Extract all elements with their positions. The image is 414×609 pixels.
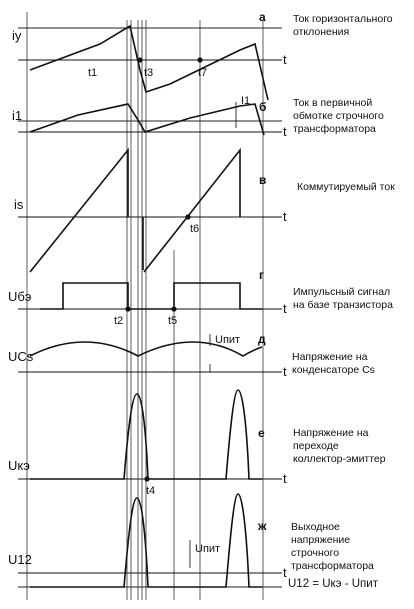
signal-label-iy: iy [12, 28, 22, 43]
t-axis-label-zh: t [283, 565, 287, 580]
panel-letter-g: г [259, 268, 264, 282]
panel-desc-zh-4: трансформатора [291, 560, 374, 572]
panel-letter-b: б [259, 100, 267, 114]
panel-d [8, 332, 375, 379]
panel-letter-zh: ж [258, 519, 267, 533]
t-axis-label-b: t [283, 124, 287, 139]
signal-label-ucs: UCs [8, 349, 34, 364]
panel-desc-e-2: переходе [293, 440, 339, 452]
panel-letter-d: д [258, 332, 266, 346]
signal-iy [30, 26, 268, 100]
panel-desc-b-1: Ток в первичной [293, 97, 373, 109]
panel-letter-v: в [259, 173, 267, 187]
panel-desc-a-2: отклонения [293, 26, 350, 38]
panel-desc-d-2: конденсаторе Cs [292, 364, 375, 376]
label-t1: t1 [88, 67, 98, 79]
panel-desc-e-1: Напряжение на [293, 427, 369, 439]
label-t6: t6 [190, 223, 200, 235]
signal-label-is: is [14, 197, 24, 212]
marker-t6 [185, 214, 190, 219]
panel-desc-d-1: Напряжение на [292, 351, 368, 363]
panel-desc-g-1: Импульсный сигнал [293, 286, 391, 298]
panel-desc-zh-1: Выходное [291, 521, 340, 533]
panel-a [12, 10, 393, 100]
marker-t4 [144, 476, 149, 481]
panel-desc-e-3: коллектор-эмиттер [293, 453, 386, 465]
panel-g [8, 268, 393, 327]
signal-ube [40, 283, 262, 309]
label-t5: t5 [168, 315, 178, 327]
label-t4: t4 [146, 485, 156, 497]
signal-i1 [30, 104, 264, 135]
label-upit-d: Uпит [215, 334, 241, 346]
signal-is-ramp-2 [144, 150, 240, 272]
marker-t7 [197, 57, 202, 62]
panel-letter-a: а [259, 10, 266, 24]
signal-label-u12: U12 [8, 552, 32, 567]
t-axis-label-v: t [283, 209, 287, 224]
panel-desc-b-3: трансформатора [293, 123, 376, 135]
panel-desc-v-1: Коммутируемый ток [297, 181, 395, 193]
t-axis-label-e: t [283, 471, 287, 486]
panel-desc-zh-2: напряжение [291, 534, 351, 546]
panel-v [14, 150, 395, 272]
panel-desc-zh-3: строчного [291, 547, 340, 559]
label-I1: I1 [241, 95, 251, 107]
signal-label-uke: Uкэ [8, 458, 30, 473]
label-t2: t2 [114, 315, 124, 327]
label-t3: t3 [144, 67, 154, 79]
panel-desc-a-1: Ток горизонтального [293, 13, 393, 25]
panel-desc-b-2: обмотке строчного [293, 110, 384, 122]
panel-zh [8, 494, 379, 590]
signal-label-i1: i1 [12, 108, 23, 123]
signal-is-ramp-1 [30, 150, 128, 272]
marker-t3 [137, 57, 142, 62]
panel-e [8, 390, 386, 497]
t-axis-label-d: t [283, 364, 287, 379]
signal-label-ube: Uбэ [8, 289, 32, 304]
panel-letter-e: е [258, 426, 265, 440]
panel-desc-g-2: на базе транзистора [293, 299, 393, 311]
formula: U12 = Uкэ - Uпит [288, 578, 378, 590]
marker-t2 [125, 306, 130, 311]
t-axis-label-a: t [283, 52, 287, 67]
t-axis-label-g: t [283, 301, 287, 316]
label-t7: t7 [198, 67, 208, 79]
label-upit-zh: Uпит [195, 543, 221, 555]
marker-t5 [171, 306, 176, 311]
panel-b [12, 95, 384, 139]
